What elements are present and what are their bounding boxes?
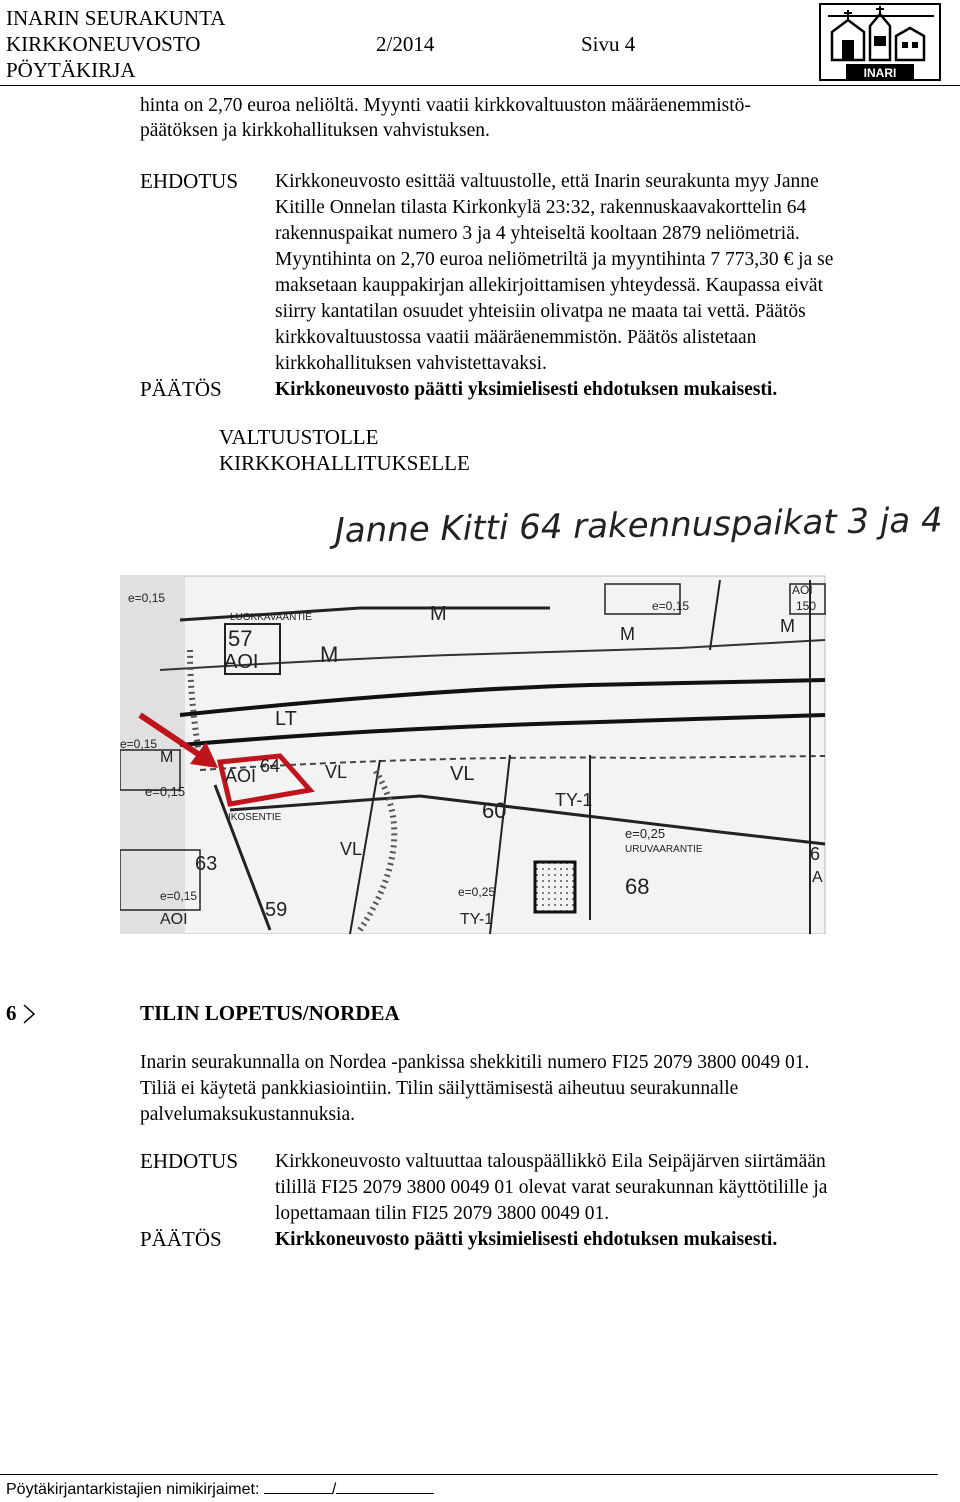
body-name: KIRKKONEUVOSTO — [6, 32, 201, 56]
label-150: 150 — [796, 599, 817, 613]
section-arrow-icon — [22, 1003, 36, 1025]
proposal-line-3: rakennuspaikat numero 3 ja 4 yhteiseltä kooltaan 2879 neliömetriä. — [275, 223, 800, 244]
proposal-line-4: Myyntihinta on 2,70 euroa neliömetriltä ja myyntihinta 7 773,30 € ja se — [275, 249, 834, 270]
body-line-3: palvelumaksukustannuksia. — [140, 1104, 356, 1125]
label-a: A — [812, 869, 823, 886]
label-e-3: e=0,15 — [160, 889, 198, 903]
label-m-5: M — [160, 749, 174, 766]
label-aoi-2: AOI — [225, 766, 257, 786]
label-aoi-4: AOI — [792, 583, 813, 597]
label-e-5: e=0,25 — [458, 885, 496, 899]
signature-label: Pöytäkirjantarkistajien nimikirjaimet: — [6, 1481, 260, 1498]
proposal-6-line-3: lopettamaan tilin FI25 2079 3800 0049 01. — [275, 1203, 610, 1224]
label-57: 57 — [228, 626, 253, 651]
body-line-1: Inarin seurakunnalla on Nordea -pankissa shekkitili numero FI25 2079 3800 0049 01. — [140, 1052, 810, 1073]
label-e-6: e=0,15 — [652, 599, 690, 613]
label-vl-2: VL — [450, 763, 475, 785]
header-rule — [0, 85, 960, 86]
section-title: TILIN LOPETUS/NORDEA — [140, 1001, 400, 1025]
decision-label: PÄÄTÖS — [140, 377, 222, 401]
label-64: 64 — [260, 756, 281, 776]
label-60: 60 — [482, 798, 507, 823]
lead-line-1: hinta on 2,70 euroa neliöltä. Myynti vaatii kirkkovaltuuston määräenemmistö- — [140, 95, 751, 116]
proposal-line-1: Kirkkoneuvosto esittää valtuustolle, että Inarin seurakunta myy Janne — [275, 171, 819, 192]
lead-line-2: päätöksen ja kirkkohallituksen vahvistuksen. — [140, 120, 490, 141]
proposal-6-line-2: tilillä FI25 2079 3800 0049 01 olevat varat seurakunnan käyttötilille ja — [275, 1177, 828, 1198]
zoning-map — [120, 500, 960, 934]
proposal-label: EHDOTUS — [140, 169, 238, 193]
map-handwriting: Janne Kitti 64 rakennuspaikat 3 ja 4 — [334, 500, 943, 551]
body-line-2: Tiliä ei käytetä pankkiasiointiin. Tilin säilyttämisestä aiheutuu seurakunnalle — [140, 1078, 739, 1099]
church-logo — [818, 2, 942, 82]
map-scan — [120, 576, 825, 934]
label-ty-1: TY-1 — [555, 790, 593, 810]
label-68: 68 — [625, 874, 650, 899]
proposal-line-7: kirkkovaltuustossa vaatii määräenemmistön. Päätös alistetaan — [275, 327, 757, 348]
label-vl-3: VL — [340, 839, 363, 859]
proposal-line-2: Kitille Onnelan tilasta Kirkonkylä 23:32, rakennuskaavakorttelin 64 — [275, 197, 807, 218]
signature-row — [6, 1479, 434, 1499]
logo-text: INARI — [863, 66, 897, 80]
label-m-1: M — [320, 642, 339, 667]
signature-line-1 — [264, 1479, 332, 1494]
issue-number: 2/2014 — [376, 32, 435, 56]
doc-type: PÖYTÄKIRJA — [6, 58, 136, 82]
label-lt: LT — [275, 708, 297, 730]
proposal-line-8: kirkkohallituksen vahvistettavaksi. — [275, 353, 547, 374]
label-6: 6 — [810, 844, 821, 864]
signature-separator: / — [331, 1481, 337, 1498]
label-e-1: e=0,15 — [128, 591, 166, 605]
label-e-2: e=0,15 — [145, 784, 186, 799]
proposal-6-line-1: Kirkkoneuvosto valtuuttaa talouspäällikkö Eila Seipäjärven siirtämään — [275, 1151, 826, 1172]
label-aoi-1: AOI — [224, 651, 259, 673]
label-e-4: e=0,25 — [625, 826, 666, 841]
decision-text-6: Kirkkoneuvosto päätti yksimielisesti ehdotuksen mukaisesti. — [275, 1229, 778, 1250]
footer-rule — [0, 1474, 938, 1475]
label-m-3: M — [620, 624, 635, 644]
forward-council: VALTUUSTOLLE — [219, 425, 379, 449]
org-name: INARIN SEURAKUNTA — [6, 6, 226, 30]
forward-central-board: KIRKKOHALLITUKSELLE — [219, 451, 470, 475]
page-number: Sivu 4 — [581, 32, 636, 56]
road-ikosentie: IKOSENTIE — [228, 812, 282, 823]
label-ty-2: TY-1 — [460, 911, 494, 928]
label-aoi-3: AOI — [160, 911, 188, 928]
proposal-line-5: maksetaan kauppakirjan allekirjoittamisen yhteydessä. Kaupassa eivät — [275, 275, 823, 296]
decision-label-6: PÄÄTÖS — [140, 1227, 222, 1251]
signature-line-2 — [336, 1479, 434, 1494]
label-vl-1: VL — [325, 762, 348, 782]
label-m-2: M — [430, 603, 447, 625]
section-number: 6 — [6, 1001, 17, 1025]
proposal-label-6: EHDOTUS — [140, 1149, 238, 1173]
label-m-4: M — [780, 616, 795, 636]
label-59: 59 — [265, 899, 288, 921]
label-e-7: e=0,15 — [120, 737, 158, 751]
road-luokkavaantie: LUOKKAVAANTIE — [230, 612, 312, 623]
decision-text: Kirkkoneuvosto päätti yksimielisesti ehdotuksen mukaisesti. — [275, 379, 778, 400]
proposal-line-6: siirry kantatilan osuudet yhteisiin olivatpa ne maata tai vettä. Päätös — [275, 301, 806, 322]
road-uruvaarantie: URUVAARANTIE — [625, 844, 703, 855]
label-63: 63 — [195, 853, 218, 875]
